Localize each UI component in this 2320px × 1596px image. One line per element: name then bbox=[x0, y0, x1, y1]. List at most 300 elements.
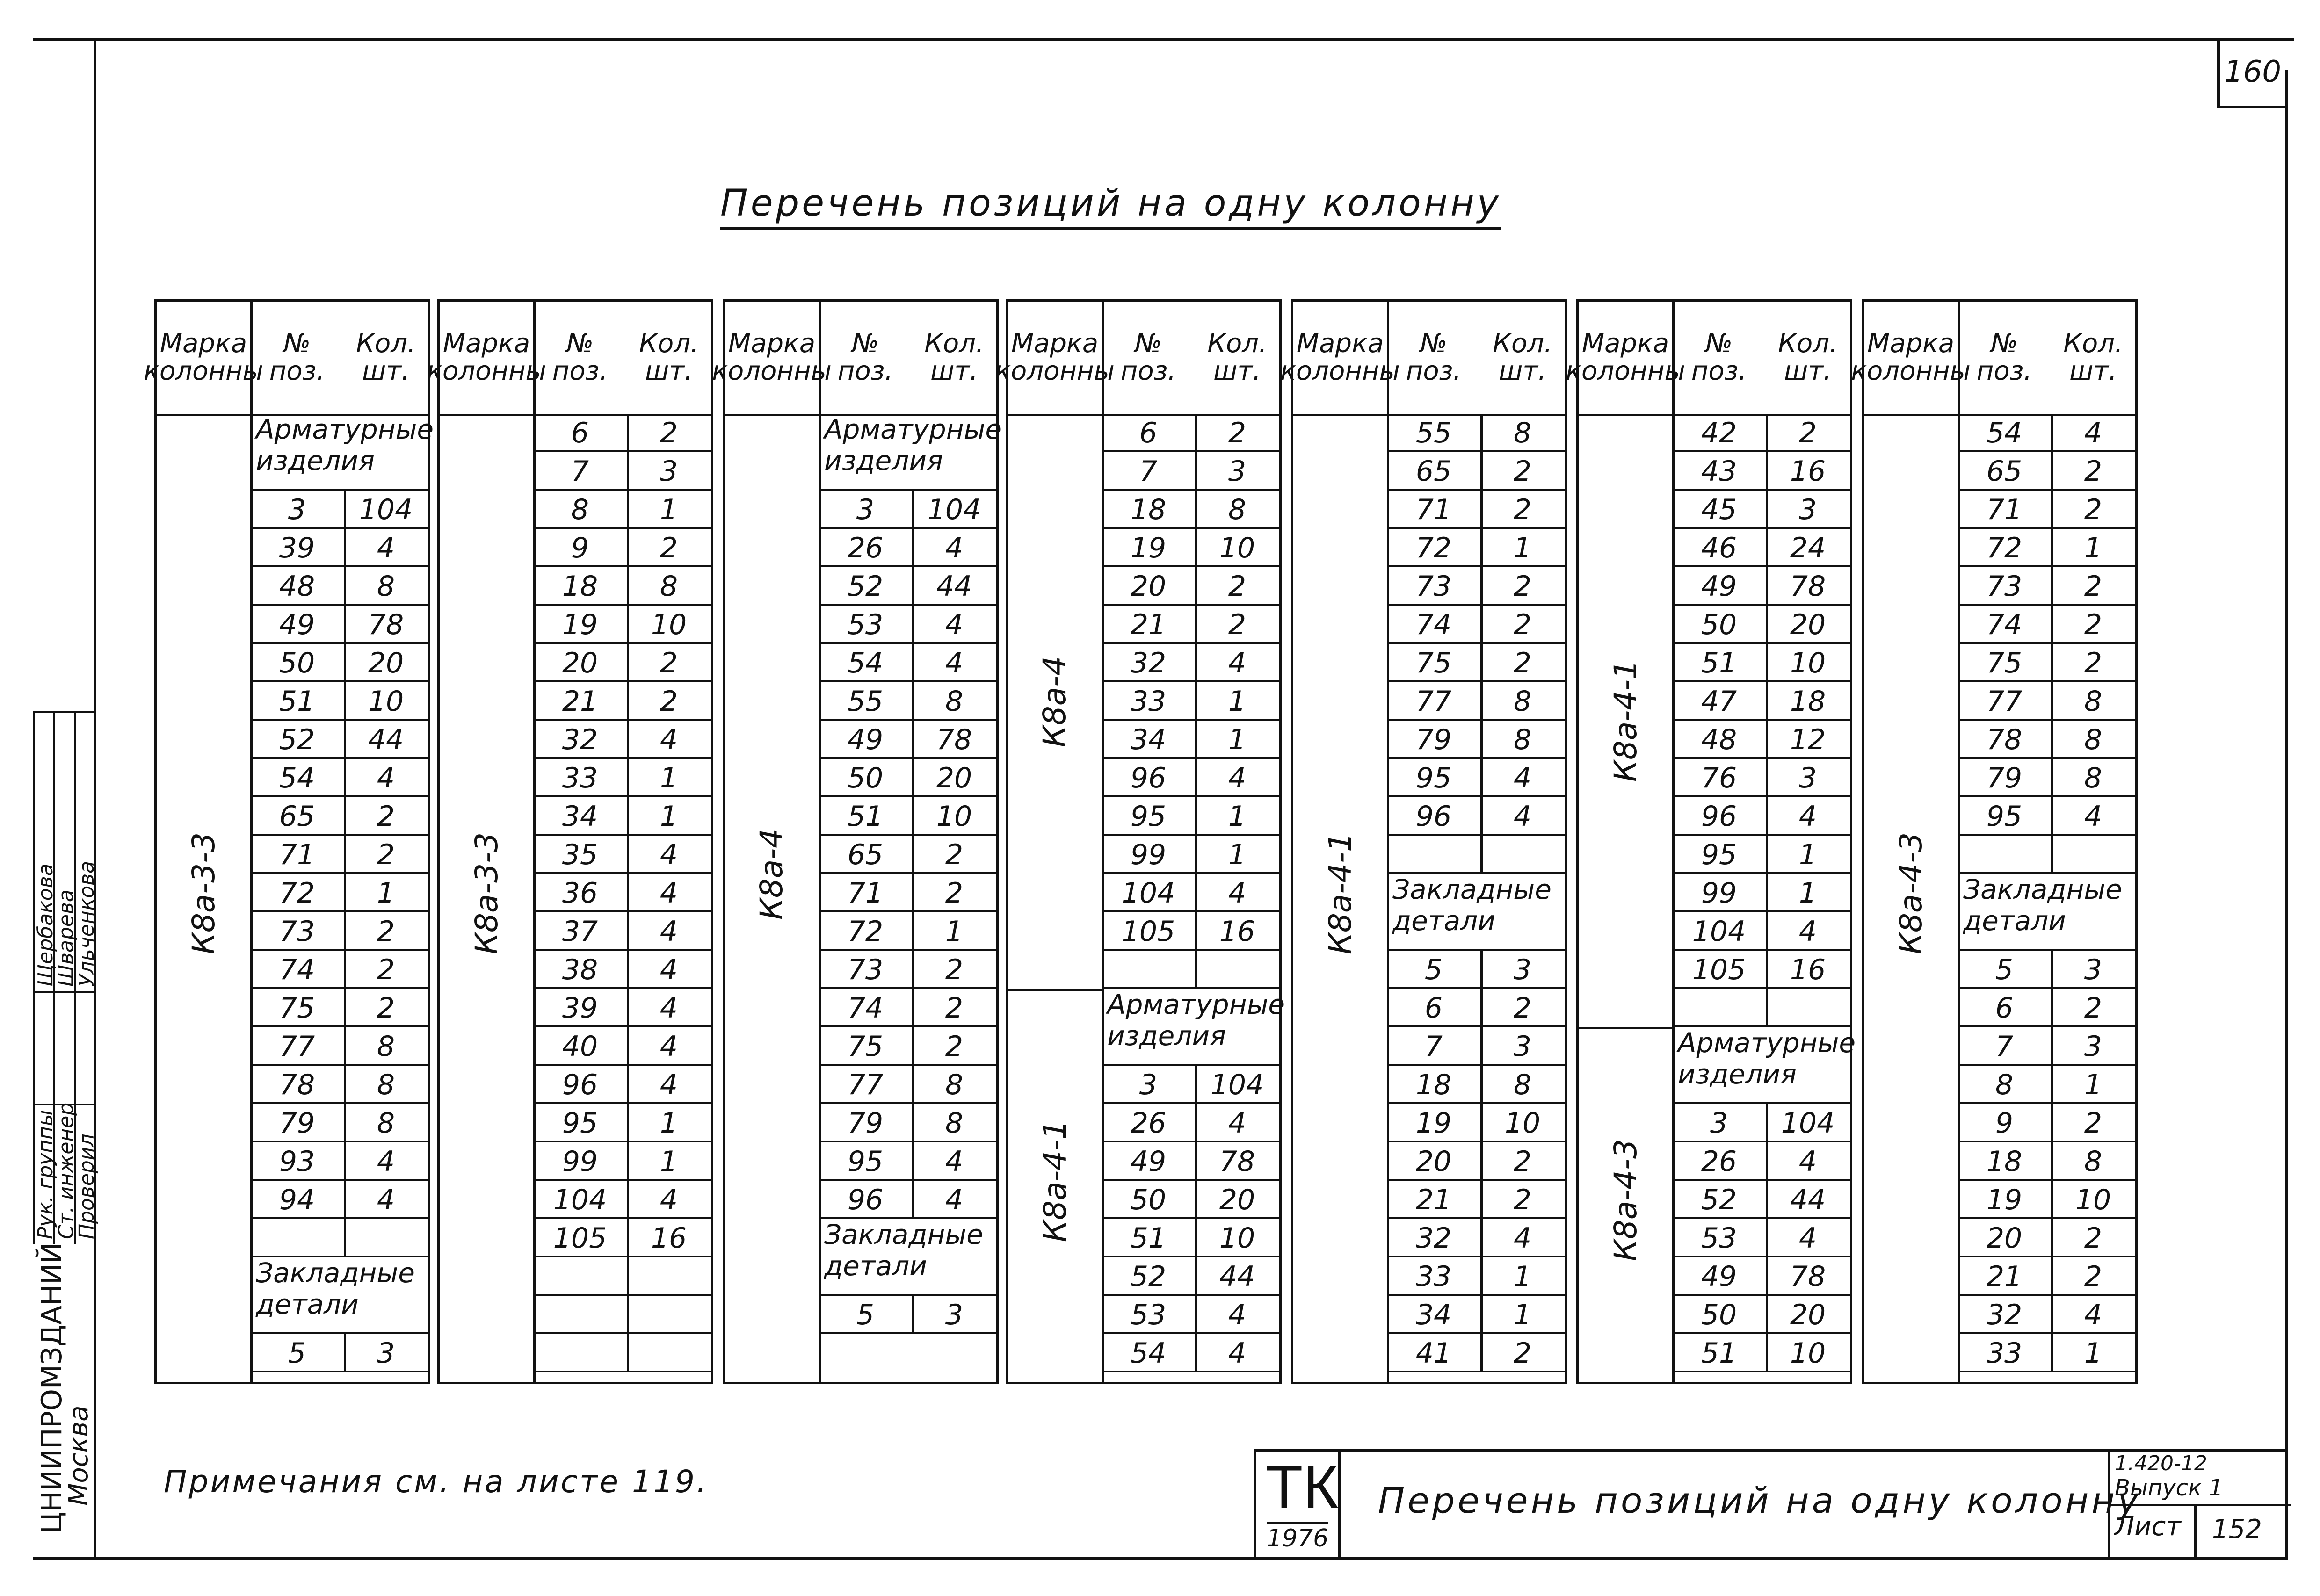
quantity: 24 bbox=[1790, 532, 1826, 564]
title-block bbox=[1254, 1449, 2288, 1560]
quantity: 2 bbox=[2084, 570, 2102, 603]
quantity: 4 bbox=[660, 1069, 678, 1101]
column-mark-text: К8а-4-3 bbox=[1892, 832, 1929, 954]
header-text: Марка bbox=[160, 328, 247, 359]
position-number: 48 bbox=[1701, 723, 1737, 756]
position-number: 19 bbox=[562, 608, 598, 641]
table-row bbox=[533, 452, 711, 491]
header-cell-pos bbox=[819, 302, 912, 414]
column-mark bbox=[1008, 989, 1102, 1372]
position-number: 32 bbox=[562, 723, 598, 756]
table-row bbox=[1102, 759, 1279, 797]
quantity: 4 bbox=[660, 838, 678, 871]
quantity: 1 bbox=[1228, 800, 1247, 833]
stamp-role-2: Ст. инженер bbox=[54, 1102, 78, 1239]
table-row bbox=[250, 1104, 428, 1142]
column-mark bbox=[1864, 414, 1958, 1372]
approval-stamp bbox=[33, 711, 99, 1244]
table-row bbox=[819, 989, 996, 1027]
table-row bbox=[250, 912, 428, 951]
column-mark-text: К8а-3-3 bbox=[468, 832, 505, 954]
organization-name: ЦНИИПРОМЗДАНИЙ bbox=[36, 1242, 68, 1534]
position-number: 79 bbox=[279, 1107, 315, 1140]
quantity: 3 bbox=[1513, 1030, 1532, 1063]
quantity: 78 bbox=[936, 723, 972, 756]
table-row bbox=[533, 644, 711, 682]
quantity: 8 bbox=[2084, 762, 2102, 794]
table-row bbox=[1958, 529, 2135, 567]
quantity: 1 bbox=[2084, 532, 2102, 564]
quantity: 2 bbox=[1513, 1184, 1532, 1216]
position-number: 33 bbox=[1415, 1260, 1452, 1293]
table-row bbox=[1958, 951, 2135, 989]
table-row bbox=[1387, 567, 1565, 606]
quantity: 2 bbox=[945, 992, 964, 1025]
position-number: 96 bbox=[1130, 762, 1167, 794]
quantity: 10 bbox=[1790, 647, 1826, 679]
quantity: 2 bbox=[377, 838, 395, 871]
column-mark-text: К8а-4 bbox=[754, 828, 790, 920]
position-number: 104 bbox=[1121, 877, 1175, 910]
table-row bbox=[1958, 644, 2135, 682]
header-cell-pos bbox=[1387, 302, 1480, 414]
quantity: 10 bbox=[1219, 532, 1255, 564]
quantity: 4 bbox=[945, 1145, 964, 1178]
position-number bbox=[533, 1257, 627, 1296]
position-number: 32 bbox=[1986, 1299, 2023, 1331]
position-number: 74 bbox=[279, 953, 315, 986]
quantity: 8 bbox=[2084, 1145, 2102, 1178]
table-row bbox=[1102, 874, 1279, 912]
quantity: 1 bbox=[2084, 1069, 2102, 1101]
position-number: 77 bbox=[847, 1069, 884, 1101]
table-row bbox=[1387, 1334, 1565, 1372]
table-row bbox=[1672, 682, 1850, 721]
table-row bbox=[1958, 1104, 2135, 1142]
quantity: 1 bbox=[1513, 1299, 1532, 1331]
organization-city: Москва bbox=[64, 1405, 94, 1506]
table-row bbox=[1958, 797, 2135, 836]
quantity: 1 bbox=[1513, 532, 1532, 564]
position-number: 37 bbox=[562, 915, 598, 948]
position-number: 6 bbox=[1139, 417, 1158, 449]
position-number: 21 bbox=[1130, 608, 1167, 641]
table-row bbox=[1672, 797, 1850, 836]
quantity: 20 bbox=[368, 647, 404, 679]
position-number: 72 bbox=[279, 877, 315, 910]
quantity: 3 bbox=[660, 455, 678, 488]
position-table bbox=[1280, 299, 1567, 1384]
table-row bbox=[1672, 491, 1850, 529]
position-number: 49 bbox=[1701, 570, 1737, 603]
quantity: 2 bbox=[945, 1030, 964, 1063]
header-text: Марка bbox=[1296, 328, 1384, 359]
header-cell-pos bbox=[533, 302, 627, 414]
table-row bbox=[250, 1066, 428, 1104]
quantity: 2 bbox=[945, 953, 964, 986]
table-row bbox=[250, 721, 428, 759]
table-row bbox=[1387, 721, 1565, 759]
position-table bbox=[427, 299, 713, 1384]
position-number: 3 bbox=[1139, 1069, 1158, 1101]
quantity bbox=[344, 1219, 428, 1257]
quantity: 4 bbox=[1798, 1145, 1817, 1178]
table-header bbox=[1280, 302, 1565, 416]
table-row bbox=[1102, 644, 1279, 682]
header-text: Марка bbox=[1867, 328, 1955, 359]
quantity: 20 bbox=[1790, 608, 1826, 641]
table-row bbox=[533, 1296, 711, 1334]
header-text: Марка bbox=[1581, 328, 1669, 359]
quantity: 2 bbox=[377, 915, 395, 948]
header-text: поз. bbox=[269, 356, 325, 386]
position-number: 105 bbox=[1121, 915, 1175, 948]
table-row bbox=[819, 1104, 996, 1142]
table-row bbox=[533, 1257, 711, 1296]
position-number: 49 bbox=[1701, 1260, 1737, 1293]
table-row bbox=[1672, 721, 1850, 759]
table-row bbox=[819, 606, 996, 644]
quantity: 10 bbox=[936, 800, 972, 833]
position-number: 104 bbox=[553, 1184, 607, 1216]
position-number: 73 bbox=[279, 915, 315, 948]
quantity: 10 bbox=[1790, 1337, 1826, 1370]
quantity: 1 bbox=[1228, 685, 1247, 718]
quantity: 1 bbox=[1228, 723, 1247, 756]
column-mark-text: К8а-3-3 bbox=[185, 832, 222, 954]
header-text: шт. bbox=[1213, 356, 1261, 386]
table-row bbox=[250, 1027, 428, 1066]
quantity: 4 bbox=[377, 1145, 395, 1178]
table-header bbox=[427, 302, 711, 416]
quantity: 78 bbox=[1790, 1260, 1826, 1293]
quantity: 1 bbox=[660, 762, 678, 794]
table-row bbox=[1387, 1257, 1565, 1296]
table-row bbox=[1958, 721, 2135, 759]
position-number: 51 bbox=[279, 685, 315, 718]
sheet-number: 160 bbox=[2217, 38, 2285, 108]
position-number: 65 bbox=[1415, 455, 1452, 488]
position-number: 46 bbox=[1701, 532, 1737, 564]
quantity bbox=[627, 1296, 711, 1334]
table-row bbox=[1958, 491, 2135, 529]
table-row bbox=[1387, 452, 1565, 491]
position-number: 77 bbox=[279, 1030, 315, 1063]
position-number: 49 bbox=[847, 723, 884, 756]
column-mark bbox=[440, 414, 533, 1372]
column-mark bbox=[1293, 414, 1387, 1372]
position-number: 74 bbox=[847, 992, 884, 1025]
table-row bbox=[533, 759, 711, 797]
header-text: Марка bbox=[442, 328, 530, 359]
quantity: 78 bbox=[368, 608, 404, 641]
position-number: 18 bbox=[1415, 1069, 1452, 1101]
quantity: 2 bbox=[1513, 455, 1532, 488]
header-cell-pos bbox=[1672, 302, 1766, 414]
position-number: 73 bbox=[847, 953, 884, 986]
quantity: 2 bbox=[660, 647, 678, 679]
quantity: 4 bbox=[1798, 915, 1817, 948]
position-table bbox=[995, 299, 1285, 1384]
position-number: 71 bbox=[1415, 493, 1452, 526]
header-text: поз. bbox=[1120, 356, 1176, 386]
table-row bbox=[533, 567, 711, 606]
table-row bbox=[1387, 1142, 1565, 1181]
table-row bbox=[533, 1027, 711, 1066]
quantity: 16 bbox=[1790, 953, 1826, 986]
table-row bbox=[1102, 1066, 1279, 1104]
position-number: 51 bbox=[1130, 1222, 1167, 1255]
header-cell-qty bbox=[627, 302, 711, 414]
table-row bbox=[1672, 1334, 1850, 1372]
quantity: 1 bbox=[660, 493, 678, 526]
table-row bbox=[1387, 951, 1565, 989]
quantity: 4 bbox=[1228, 1299, 1247, 1331]
note-text: Примечания см. на листе 119. bbox=[164, 1464, 708, 1500]
position-table bbox=[144, 299, 434, 1384]
table-row bbox=[533, 797, 711, 836]
stamp-role-1: Рук. группы bbox=[34, 1110, 58, 1239]
position-number: 53 bbox=[847, 608, 884, 641]
quantity: 1 bbox=[660, 800, 678, 833]
quantity: 3 bbox=[1513, 953, 1532, 986]
table-row bbox=[1102, 797, 1279, 836]
table-row bbox=[1958, 836, 2135, 874]
table-row bbox=[1958, 567, 2135, 606]
header-text: колонны bbox=[995, 356, 1115, 386]
quantity: 4 bbox=[1228, 1337, 1247, 1370]
table-row bbox=[1672, 1104, 1850, 1142]
table-row bbox=[1958, 759, 2135, 797]
table-row bbox=[1958, 1219, 2135, 1257]
position-number: 79 bbox=[847, 1107, 884, 1140]
position-number: 50 bbox=[279, 647, 315, 679]
quantity: 44 bbox=[1219, 1260, 1255, 1293]
quantity: 1 bbox=[660, 1145, 678, 1178]
position-number bbox=[1387, 836, 1480, 874]
section-label: Закладные детали bbox=[819, 1219, 996, 1296]
quantity: 8 bbox=[377, 1107, 395, 1140]
position-number: 33 bbox=[1130, 685, 1167, 718]
quantity: 4 bbox=[1513, 1222, 1532, 1255]
table-row bbox=[533, 1219, 711, 1257]
table-row bbox=[1387, 1066, 1565, 1104]
header-text: шт. bbox=[645, 356, 693, 386]
quantity bbox=[1195, 951, 1279, 989]
stamp-line bbox=[33, 991, 94, 993]
position-number bbox=[1102, 951, 1195, 989]
section-label: Арматурные изделия bbox=[1102, 989, 1279, 1066]
quantity bbox=[1480, 836, 1565, 874]
position-number: 34 bbox=[562, 800, 598, 833]
position-number: 7 bbox=[1995, 1030, 2014, 1063]
quantity: 8 bbox=[1513, 1069, 1532, 1101]
quantity: 4 bbox=[2084, 800, 2102, 833]
quantity: 2 bbox=[2084, 455, 2102, 488]
table-row bbox=[1672, 1142, 1850, 1181]
table-row bbox=[533, 836, 711, 874]
table-row bbox=[1958, 1027, 2135, 1066]
position-number bbox=[250, 1219, 344, 1257]
table-row bbox=[1387, 1181, 1565, 1219]
table-row bbox=[533, 1104, 711, 1142]
quantity: 1 bbox=[377, 877, 395, 910]
position-number: 40 bbox=[562, 1030, 598, 1063]
quantity: 2 bbox=[1513, 493, 1532, 526]
table-row bbox=[1387, 1296, 1565, 1334]
position-number: 52 bbox=[1130, 1260, 1167, 1293]
column-mark-text: К8а-4-1 bbox=[1607, 659, 1644, 782]
table-row bbox=[533, 529, 711, 567]
position-number: 71 bbox=[847, 877, 884, 910]
position-number: 79 bbox=[1986, 762, 2023, 794]
position-number: 72 bbox=[1986, 532, 2023, 564]
table-row bbox=[250, 951, 428, 989]
header-text: поз. bbox=[1691, 356, 1747, 386]
header-text: № bbox=[566, 328, 594, 359]
position-number: 51 bbox=[847, 800, 884, 833]
header-text: Марка bbox=[728, 328, 816, 359]
position-number: 26 bbox=[1701, 1145, 1737, 1178]
quantity: 4 bbox=[1798, 1222, 1817, 1255]
quantity: 104 bbox=[1210, 1069, 1264, 1101]
table-row bbox=[1102, 1104, 1279, 1142]
header-text: Кол. bbox=[356, 328, 416, 359]
title-block-code-box bbox=[2108, 1452, 2291, 1560]
table-row bbox=[1672, 606, 1850, 644]
table-row bbox=[819, 644, 996, 682]
column-mark-text: К8а-4-3 bbox=[1607, 1139, 1644, 1261]
header-text: колонны bbox=[1851, 356, 1971, 386]
position-number: 53 bbox=[1130, 1299, 1167, 1331]
quantity: 2 bbox=[1798, 417, 1817, 449]
header-cell-mark bbox=[995, 302, 1115, 414]
table-row bbox=[250, 1334, 428, 1372]
table-row bbox=[250, 759, 428, 797]
table-row bbox=[250, 529, 428, 567]
table-row bbox=[1958, 1296, 2135, 1334]
quantity: 4 bbox=[1228, 877, 1247, 910]
position-number bbox=[533, 1296, 627, 1334]
quantity: 8 bbox=[2084, 685, 2102, 718]
header-text: поз. bbox=[1976, 356, 2032, 386]
column-mark bbox=[1008, 414, 1102, 989]
position-number: 18 bbox=[1986, 1145, 2023, 1178]
position-number: 6 bbox=[571, 417, 589, 449]
position-number: 9 bbox=[1995, 1107, 2014, 1140]
quantity: 44 bbox=[368, 723, 404, 756]
header-text: Кол. bbox=[2063, 328, 2123, 359]
position-number: 26 bbox=[847, 532, 884, 564]
position-number: 3 bbox=[1710, 1107, 1728, 1140]
quantity: 10 bbox=[1504, 1107, 1541, 1140]
code-box-line bbox=[2194, 1504, 2197, 1560]
header-text: № bbox=[1420, 328, 1448, 359]
position-number: 21 bbox=[1415, 1184, 1452, 1216]
quantity: 2 bbox=[2084, 1107, 2102, 1140]
quantity: 8 bbox=[1513, 417, 1532, 449]
table-row bbox=[1672, 989, 1850, 1027]
quantity: 2 bbox=[660, 417, 678, 449]
quantity bbox=[2051, 836, 2135, 874]
quantity: 1 bbox=[2084, 1337, 2102, 1370]
position-number: 51 bbox=[1701, 1337, 1737, 1370]
table-row bbox=[1672, 452, 1850, 491]
quantity: 2 bbox=[945, 877, 964, 910]
section-label: Арматурные изделия bbox=[819, 414, 996, 491]
table-row bbox=[250, 797, 428, 836]
position-number: 52 bbox=[847, 570, 884, 603]
quantity: 2 bbox=[2084, 647, 2102, 679]
quantity: 10 bbox=[651, 608, 687, 641]
table-row bbox=[1958, 606, 2135, 644]
table-row bbox=[1958, 1334, 2135, 1372]
table-row bbox=[1102, 1181, 1279, 1219]
quantity: 3 bbox=[1228, 455, 1247, 488]
position-number: 19 bbox=[1986, 1184, 2023, 1216]
header-text: шт. bbox=[1784, 356, 1832, 386]
table-row bbox=[819, 529, 996, 567]
table-row bbox=[250, 644, 428, 682]
header-text: Кол. bbox=[924, 328, 984, 359]
quantity: 1 bbox=[1513, 1260, 1532, 1293]
table-row bbox=[1387, 1219, 1565, 1257]
quantity: 4 bbox=[660, 953, 678, 986]
table-row bbox=[1102, 836, 1279, 874]
quantity: 78 bbox=[1790, 570, 1826, 603]
quantity: 8 bbox=[377, 1069, 395, 1101]
position-number: 3 bbox=[288, 493, 306, 526]
quantity: 8 bbox=[945, 1069, 964, 1101]
position-number: 26 bbox=[1130, 1107, 1167, 1140]
position-number: 5 bbox=[288, 1337, 306, 1370]
quantity: 20 bbox=[1219, 1184, 1255, 1216]
table-row bbox=[250, 491, 428, 529]
table-row bbox=[1672, 912, 1850, 951]
table-row bbox=[819, 1066, 996, 1104]
position-number bbox=[1958, 836, 2051, 874]
quantity: 8 bbox=[2084, 723, 2102, 756]
quantity: 10 bbox=[368, 685, 404, 718]
quantity: 3 bbox=[2084, 953, 2102, 986]
quantity: 8 bbox=[377, 1030, 395, 1063]
header-text: № bbox=[1705, 328, 1733, 359]
tk-logo-year: 1976 bbox=[1267, 1522, 1328, 1553]
table-row bbox=[533, 989, 711, 1027]
quantity: 78 bbox=[1219, 1145, 1255, 1178]
position-number: 54 bbox=[1130, 1337, 1167, 1370]
table-row bbox=[1958, 452, 2135, 491]
table-row bbox=[1387, 989, 1565, 1027]
position-number: 73 bbox=[1986, 570, 2023, 603]
header-text: Марка bbox=[1011, 328, 1099, 359]
quantity: 104 bbox=[927, 493, 981, 526]
quantity bbox=[627, 1257, 711, 1296]
table-header bbox=[995, 302, 1279, 416]
position-number: 20 bbox=[1986, 1222, 2023, 1255]
quantity: 20 bbox=[936, 762, 972, 794]
quantity: 2 bbox=[2084, 992, 2102, 1025]
position-number: 33 bbox=[1986, 1337, 2023, 1370]
header-text: шт. bbox=[1499, 356, 1546, 386]
quantity: 2 bbox=[945, 838, 964, 871]
table-row bbox=[1102, 1219, 1279, 1257]
table-row bbox=[1672, 1219, 1850, 1257]
stamp-name-3: Ульченкова bbox=[75, 860, 99, 987]
column-mark-text: К8а-4 bbox=[1037, 656, 1073, 747]
position-number: 6 bbox=[1424, 992, 1443, 1025]
table-row bbox=[1672, 567, 1850, 606]
